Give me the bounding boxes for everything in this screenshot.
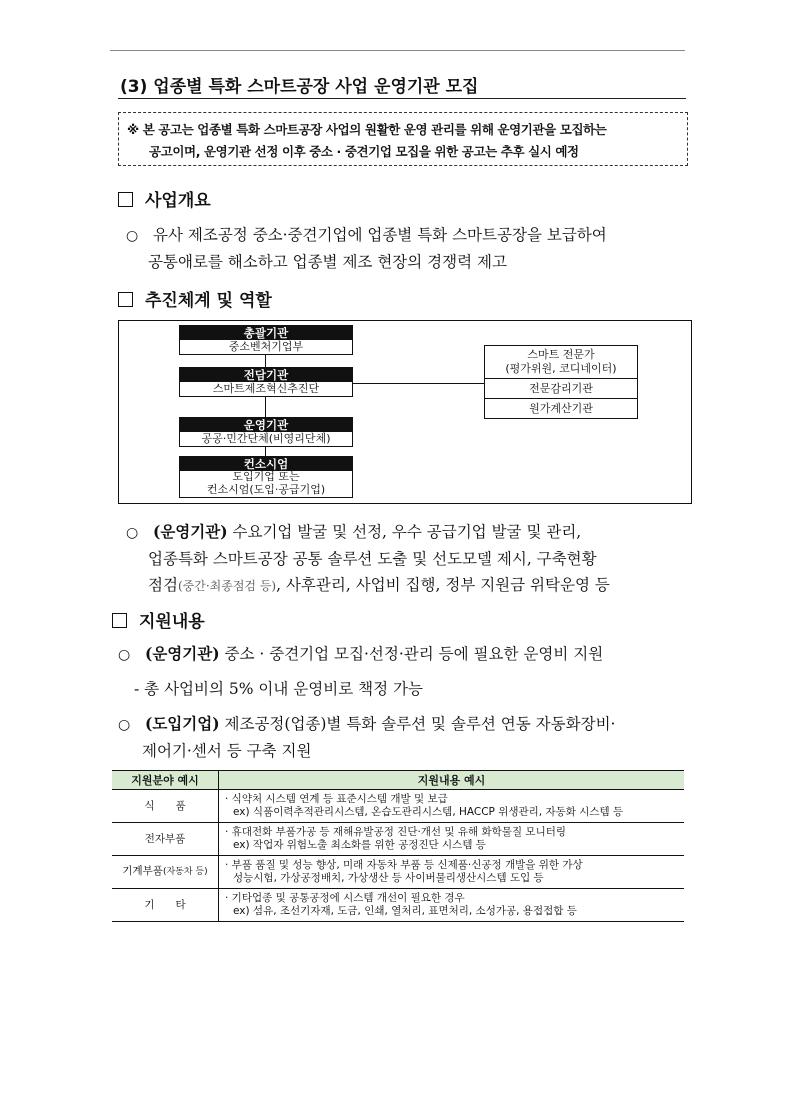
table-cell-category: 식 품 bbox=[112, 790, 219, 823]
support-operator-sub: - 총 사업비의 5% 이내 운영비로 책정 가능 bbox=[134, 680, 423, 698]
heading-support-text: 지원내용 bbox=[139, 612, 205, 632]
circle-bullet-icon: ○ bbox=[118, 717, 131, 733]
org-box-operator bbox=[179, 417, 353, 447]
table-cell-category: 기 타 bbox=[112, 889, 219, 922]
support-operator-label: (운영기관) bbox=[145, 644, 220, 663]
table-cell-description bbox=[219, 790, 685, 823]
operator-role-paragraph bbox=[126, 519, 696, 599]
experts-audit: 전문감리기관 bbox=[485, 378, 637, 398]
table-row bbox=[112, 856, 684, 889]
page-top-rule bbox=[110, 50, 685, 51]
experts-header bbox=[485, 346, 637, 378]
role-line-3 bbox=[126, 572, 696, 599]
support-intro-paragraph bbox=[118, 711, 693, 764]
table-desc-line-2: 성능시험, 가상공정배치, 가상생산 등 사이버물리생산시스템 도입 등 bbox=[233, 872, 544, 884]
table-cell-category: 전자부품 bbox=[112, 823, 219, 856]
org-dedicated-body: 스마트제조혁신추진단 bbox=[212, 382, 320, 395]
org-operator-head: 운영기관 bbox=[180, 418, 352, 432]
role-line-3a: 점검 bbox=[148, 576, 178, 594]
table-row bbox=[112, 823, 684, 856]
circle-bullet-icon: ○ bbox=[126, 228, 139, 244]
overview-paragraph bbox=[126, 222, 691, 275]
overview-line-2: 공통애로를 해소하고 업종별 제조 현장의 경쟁력 제고 bbox=[148, 253, 507, 271]
table-header-row bbox=[112, 771, 684, 790]
circle-bullet-icon: ○ bbox=[118, 647, 131, 663]
table-row bbox=[112, 889, 684, 922]
table-desc-line-1: · 부품 품질 및 성능 향상, 미래 자동차 부품 등 신제품·신공정 개발을 위한 가상 bbox=[225, 859, 583, 871]
heading-structure-text: 추진체계 및 역할 bbox=[145, 291, 272, 311]
org-consortium-body-1: 도입기업 또는 bbox=[232, 470, 300, 483]
role-label: (운영기관) bbox=[153, 522, 228, 541]
table-desc-line-1: · 기타업종 및 공통공정에 시스템 개선이 필요한 경우 bbox=[225, 892, 465, 904]
table-desc-line-2: ex) 작업자 위험노출 최소화를 위한 공정진단 시스템 등 bbox=[233, 839, 486, 851]
table-cat-main: 기계부품 bbox=[122, 865, 163, 877]
table-desc-line-1: · 휴대전화 부품가공 등 재해유발공정 진단·개선 및 유해 화학물질 모니터링 bbox=[225, 826, 567, 838]
overview-line-1: 유사 제조공정 중소·중견기업에 업종별 특화 스마트공장을 보급하여 bbox=[153, 226, 607, 244]
checkbox-square-icon bbox=[118, 192, 133, 207]
role-line-3c: , 사후관리, 사업비 집행, 정부 지원금 위탁운영 등 bbox=[276, 576, 610, 594]
table-cell-description bbox=[219, 856, 685, 889]
table-desc-line-1: · 식약처 시스템 연계 등 표준시스템 개발 및 보급 bbox=[225, 793, 448, 805]
heading-overview-text: 사업개요 bbox=[145, 191, 211, 211]
experts-line-2: (평가위원, 코디네이터) bbox=[505, 362, 617, 375]
support-intro-label: (도입기업) bbox=[145, 714, 220, 733]
org-consortium-head: 컨소시엄 bbox=[180, 457, 352, 471]
notice-text bbox=[127, 119, 682, 163]
role-line-3b: (중간·최종점검 등) bbox=[177, 579, 277, 593]
diagram-connector-horizontal bbox=[353, 383, 484, 384]
checkbox-square-icon bbox=[112, 613, 127, 628]
org-box-general bbox=[179, 325, 353, 355]
heading-support bbox=[112, 607, 205, 632]
org-operator-body: 공공·민간단체(비영리단체) bbox=[201, 432, 331, 445]
table-header-field: 지원분야 예시 bbox=[112, 771, 219, 790]
org-general-body: 중소벤처기업부 bbox=[228, 340, 304, 353]
support-operator-text: 중소 · 중견기업 모집·선정·관리 등에 필요한 운영비 지원 bbox=[224, 645, 604, 663]
org-dedicated-head: 전담기관 bbox=[180, 368, 352, 382]
table-row bbox=[112, 790, 684, 823]
support-intro-line-2: 제어기·센서 등 구축 지원 bbox=[142, 742, 312, 760]
notice-line-1: ※ 본 공고는 업종별 특화 스마트공장 사업의 원활한 운영 관리를 위해 운영기관을 모집하는 bbox=[127, 122, 607, 137]
table-cell-description bbox=[219, 889, 685, 922]
section-title bbox=[118, 72, 686, 99]
table-desc-line-2: ex) 식품이력추적관리시스템, 온습도관리시스템, HACCP 위생관리, 자동화 시스템 등 bbox=[233, 806, 624, 818]
role-line-1: 수요기업 발굴 및 선정, 우수 공급기업 발굴 및 관리, bbox=[232, 523, 582, 541]
circle-bullet-icon: ○ bbox=[126, 525, 139, 541]
heading-overview bbox=[118, 186, 211, 211]
org-box-consortium bbox=[179, 456, 353, 498]
role-line-2: 업종특화 스마트공장 공통 솔루션 도출 및 선도모델 제시, 구축현황 bbox=[148, 550, 597, 568]
table-header-content: 지원내용 예시 bbox=[219, 771, 685, 790]
experts-cost: 원가계산기관 bbox=[485, 398, 637, 418]
table-cat-small: (자동차 등) bbox=[162, 867, 208, 877]
support-examples-table bbox=[112, 770, 684, 922]
org-consortium-body-2: 컨소시엄(도입·공급기업) bbox=[206, 483, 326, 496]
table-cell-description bbox=[219, 823, 685, 856]
org-diagram bbox=[118, 320, 692, 504]
notice-box bbox=[118, 112, 688, 166]
support-operator-line bbox=[118, 641, 693, 668]
support-intro-line-1: 제조공정(업종)별 특화 솔루션 및 솔루션 연동 자동화장비· bbox=[224, 715, 616, 733]
table-desc-line-2: ex) 섬유, 조선기자재, 도금, 인쇄, 열처리, 표면처리, 소성가공, 용접접합 등 bbox=[233, 905, 577, 917]
heading-structure bbox=[118, 286, 272, 311]
table-cell-category bbox=[112, 856, 219, 889]
experts-line-1: 스마트 전문가 bbox=[527, 348, 595, 361]
org-box-dedicated bbox=[179, 367, 353, 397]
checkbox-square-icon bbox=[118, 292, 133, 307]
experts-box bbox=[484, 345, 638, 419]
section-title-text: (3) 업종별 특화 스마트공장 사업 운영기관 모집 bbox=[120, 77, 479, 97]
notice-line-2: 공고이며, 운영기관 선정 이후 중소 · 중견기업 모집을 위한 공고는 추후 실시 예정 bbox=[149, 144, 579, 159]
org-general-head: 총괄기관 bbox=[180, 326, 352, 340]
